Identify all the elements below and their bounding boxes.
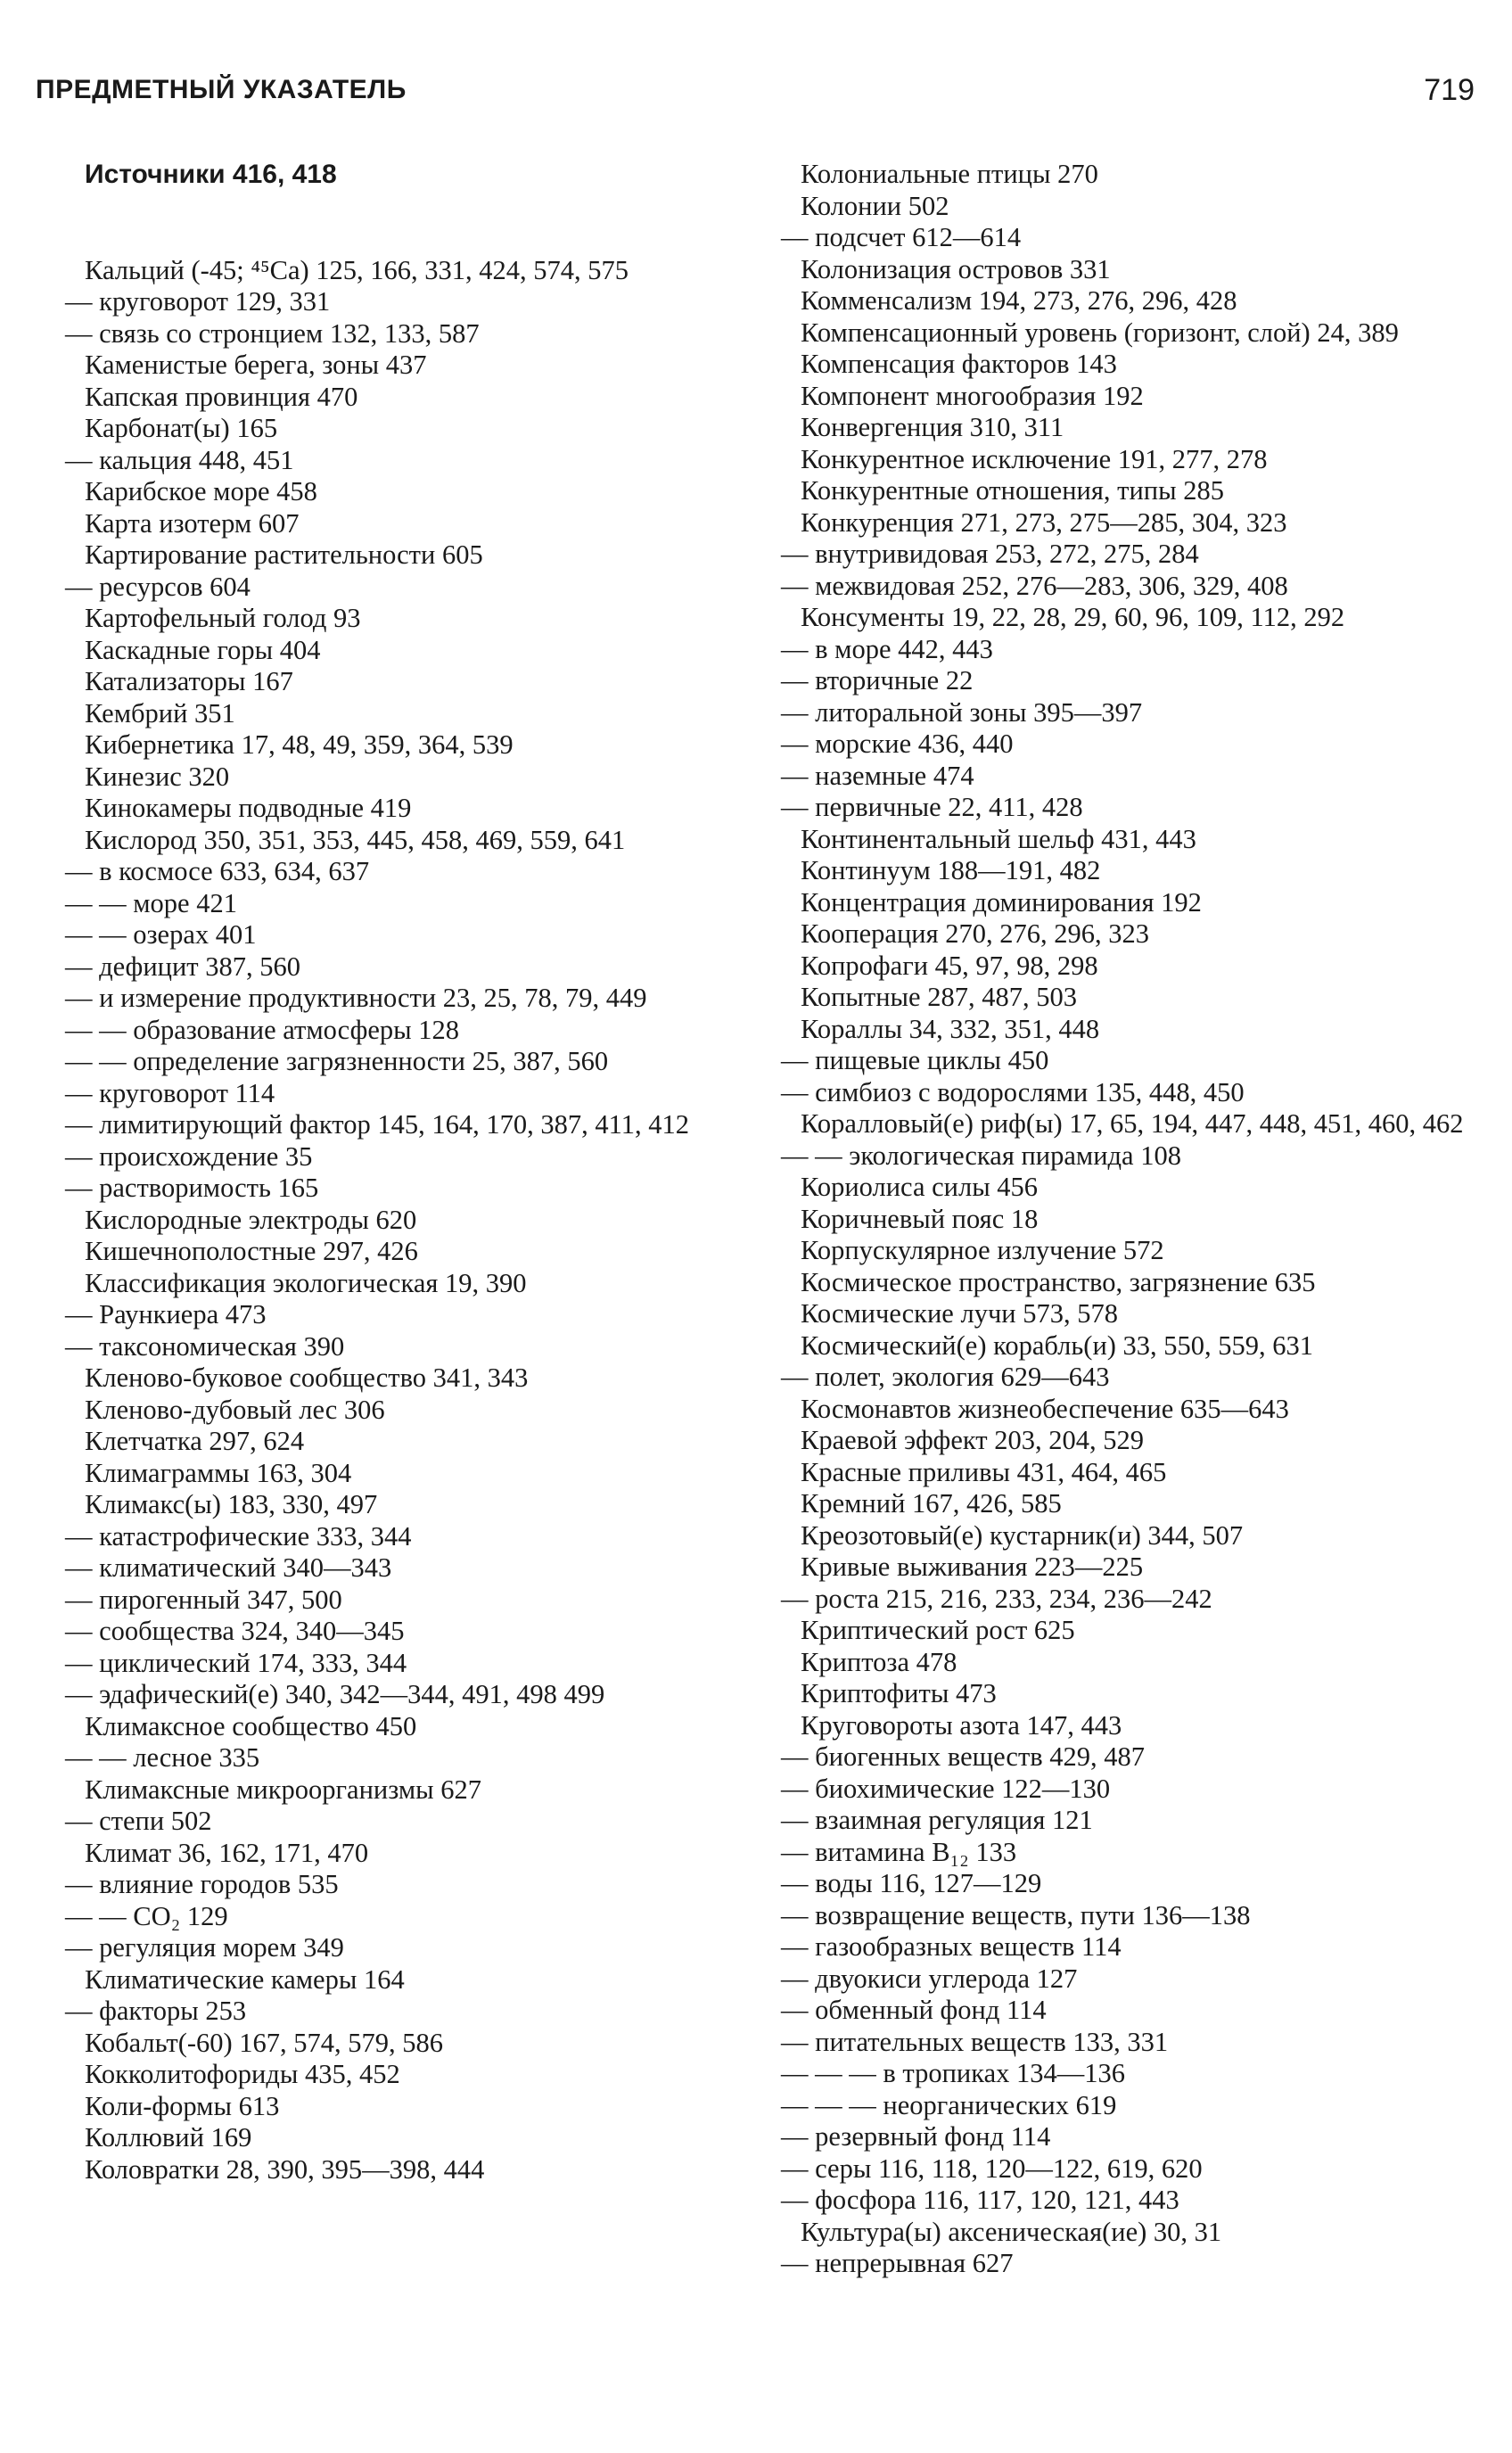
section-title: ПРЕДМЕТНЫЙ УКАЗАТЕЛЬ <box>36 75 407 104</box>
index-subentry: — — море 421 <box>65 887 237 918</box>
index-subentry: — питательных веществ 133, 331 <box>781 2026 1169 2057</box>
index-subentry: — — CO₂ 129 <box>65 1900 228 1931</box>
index-entry: Климаксные микроорганизмы 627 <box>85 1774 482 1805</box>
index-subentry: — двуокиси углерода 127 <box>781 1963 1078 1994</box>
index-subentry: — — озерах 401 <box>65 919 257 950</box>
index-subentry: — в море 442, 443 <box>781 633 993 664</box>
index-gap <box>85 191 762 255</box>
index-subentry: — в космосе 633, 634, 637 <box>65 856 370 886</box>
index-subentry: — вторичные 22 <box>781 665 974 696</box>
index-entry: Корпускулярное излучение 572 <box>801 1235 1164 1265</box>
index-subentry: — — определение загрязненности 25, 387, 560 <box>65 1046 609 1076</box>
index-subentry: — литоральной зоны 395—397 <box>781 696 1143 728</box>
index-subentry: — наземные 474 <box>781 760 974 791</box>
index-entry: Карибское море 458 <box>85 476 317 506</box>
index-subentry: — межвидовая 252, 276—283, 306, 329, 408 <box>781 570 1288 601</box>
index-subentry: — — образование атмосферы 128 <box>65 1014 459 1045</box>
index-subentry: — внутривидовая 253, 272, 275, 284 <box>781 539 1199 569</box>
index-entry: Комменсализм 194, 273, 276, 296, 428 <box>801 285 1237 316</box>
index-entry: Космическое пространство, загрязнение 635 <box>801 1266 1316 1297</box>
index-subentry: — циклический 174, 333, 344 <box>65 1647 407 1678</box>
index-subentry: — факторы 253 <box>65 1996 247 2026</box>
index-entry: Каскадные горы 404 <box>85 634 321 665</box>
index-subentry: — витамина B₁₂ 133 <box>781 1836 1017 1867</box>
index-entry: Кембрий 351 <box>85 697 235 728</box>
index-subentry: — — лесное 335 <box>65 1742 260 1773</box>
index-entry: Климатические камеры 164 <box>85 1963 405 1995</box>
index-entry: Колонизация островов 331 <box>801 253 1111 284</box>
index-entry: Кремний 167, 426, 585 <box>801 1488 1062 1519</box>
index-subentry: — взаимная регуляция 121 <box>781 1805 1093 1835</box>
index-subentry: — — — неорганических 619 <box>781 2089 1117 2120</box>
index-entry: Картирование растительности 605 <box>85 539 483 570</box>
index-entry: Кокколитофориды 435, 452 <box>85 2059 400 2089</box>
index-subentry: — обменный фонд 114 <box>781 1995 1047 2025</box>
index-entry: Конкурентное исключение 191, 277, 278 <box>801 443 1268 474</box>
index-entry: Источники 416, 418 <box>85 160 337 189</box>
index-entry: Конкурентные отношения, типы 285 <box>801 475 1224 506</box>
index-entry: Криптический рост 625 <box>801 1615 1075 1645</box>
index-entry: Консументы 19, 22, 28, 29, 60, 96, 109, 112, 292 <box>801 602 1345 632</box>
index-subentry: — первичные 22, 411, 428 <box>781 792 1083 822</box>
index-entry: Кленово-дубовый лес 306 <box>85 1394 385 1425</box>
index-entry: Климакс(ы) 183, 330, 497 <box>85 1489 378 1519</box>
page-header <box>36 73 1475 127</box>
index-subentry: — — — в тропиках 134—136 <box>781 2058 1126 2088</box>
index-entry: Климат 36, 162, 171, 470 <box>85 1837 369 1868</box>
index-entry: Капская провинция 470 <box>85 381 358 412</box>
index-entry: Круговороты азота 147, 443 <box>801 1709 1122 1741</box>
index-entry: Кораллы 34, 332, 351, 448 <box>801 1013 1100 1044</box>
index-entry: Красные приливы 431, 464, 465 <box>801 1456 1167 1487</box>
index-subentry: — непрерывная 627 <box>781 2248 1014 2278</box>
index-entry: Кооперация 270, 276, 296, 323 <box>801 918 1150 949</box>
index-subentry: — пирогенный 347, 500 <box>65 1584 342 1615</box>
index-subentry: — возвращение веществ, пути 136—138 <box>781 1899 1251 1930</box>
index-subentry: — биогенных веществ 429, 487 <box>781 1741 1146 1772</box>
index-entry: Колониальные птицы 270 <box>801 159 1098 189</box>
index-subentry: — роста 215, 216, 233, 234, 236—242 <box>781 1583 1212 1614</box>
index-subentry: — газообразных веществ 114 <box>781 1931 1122 1962</box>
index-subentry: — резервный фонд 114 <box>781 2121 1051 2152</box>
index-subentry: — круговорот 114 <box>65 1077 275 1108</box>
index-subentry: — симбиоз с водорослями 135, 448, 450 <box>781 1076 1245 1107</box>
index-column-right <box>781 159 1478 2280</box>
index-subentry: — воды 116, 127—129 <box>781 1868 1042 1898</box>
index-entry: Компенсация факторов 143 <box>801 349 1117 379</box>
index-subentry: — климатический 340—343 <box>65 1552 392 1583</box>
index-subentry: — полет, экология 629—643 <box>781 1362 1110 1392</box>
page-number: 719 <box>1424 73 1475 107</box>
index-entry: Копытные 287, 487, 503 <box>801 982 1077 1012</box>
index-subentry: — связь со стронцием 132, 133, 587 <box>65 317 480 349</box>
index-entry: Копрофаги 45, 97, 98, 298 <box>801 950 1098 981</box>
index-entry: Коловратки 28, 390, 395—398, 444 <box>85 2153 485 2185</box>
index-subentry: — влияние городов 535 <box>65 1869 339 1899</box>
index-subentry: — морские 436, 440 <box>781 728 1014 759</box>
index-entry: Конкуренция 271, 273, 275—285, 304, 323 <box>801 506 1287 538</box>
index-subentry: — подсчет 612—614 <box>781 222 1022 252</box>
index-entry: Клетчатка 297, 624 <box>85 1426 305 1456</box>
index-subentry: — катастрофические 333, 344 <box>65 1520 412 1552</box>
index-entry: Кислородные электроды 620 <box>85 1204 417 1235</box>
index-entry: Кобальт(-60) 167, 574, 579, 586 <box>85 2027 444 2058</box>
index-entry: Кинезис 320 <box>85 761 230 792</box>
index-subentry: — серы 116, 118, 120—122, 619, 620 <box>781 2153 1203 2184</box>
index-entry: Культура(ы) аксеническая(ие) 30, 31 <box>801 2216 1222 2247</box>
index-subentry: — фосфора 116, 117, 120, 121, 443 <box>781 2185 1179 2215</box>
index-subentry: — — экологическая пирамида 108 <box>781 1140 1181 1171</box>
index-entry: Континуум 188—191, 482 <box>801 855 1101 885</box>
index-entry: Картофельный голод 93 <box>85 603 361 633</box>
index-entry: Кибернетика 17, 48, 49, 359, 364, 539 <box>85 729 514 760</box>
index-entry: Кишечнополостные 297, 426 <box>85 1236 418 1266</box>
index-entry: Кальций (-45; ⁴⁵Ca) 125, 166, 331, 424, 574, 575 <box>85 254 629 285</box>
index-subentry: — Раункиера 473 <box>65 1299 267 1329</box>
index-entry: Кленово-буковое сообщество 341, 343 <box>85 1362 529 1393</box>
index-entry: Кинокамеры подводные 419 <box>85 793 412 823</box>
index-entry: Креозотовый(е) кустарник(и) 344, 507 <box>801 1519 1244 1551</box>
index-entry: Кривые выживания 223—225 <box>801 1552 1144 1582</box>
index-subentry: — биохимические 122—130 <box>781 1773 1111 1804</box>
index-entry: Коллювий 169 <box>85 2122 252 2153</box>
index-entry: Континентальный шельф 431, 443 <box>801 823 1196 854</box>
index-entry: Концентрация доминирования 192 <box>801 886 1202 918</box>
index-entry: Компонент многообразия 192 <box>801 380 1144 411</box>
index-entry: Коралловый(е) риф(ы) 17, 65, 194, 447, 448, 451, 460, 462 <box>801 1108 1464 1139</box>
index-entry: Краевой эффект 203, 204, 529 <box>801 1425 1144 1455</box>
index-entry: Космические лучи 573, 578 <box>801 1298 1118 1329</box>
index-entry: Карбонат(ы) 165 <box>85 413 278 443</box>
index-entry: Криптофиты 473 <box>801 1678 997 1708</box>
index-entry: Криптоза 478 <box>801 1646 957 1677</box>
index-subentry: — регуляция морем 349 <box>65 1932 344 1963</box>
index-entry: Каменистые берега, зоны 437 <box>85 350 427 380</box>
index-entry: Космонавтов жизнеобеспечение 635—643 <box>801 1393 1289 1424</box>
index-subentry: — таксономическая 390 <box>65 1330 345 1362</box>
index-column-left <box>65 159 762 2185</box>
index-entry: Катализаторы 167 <box>85 666 293 696</box>
index-subentry: — кальция 448, 451 <box>65 444 294 475</box>
index-subentry: — и измерение продуктивности 23, 25, 78, 79, 449 <box>65 983 647 1013</box>
index-entry: Климаксное сообщество 450 <box>85 1710 417 1741</box>
index-subentry: — степи 502 <box>65 1806 212 1836</box>
index-entry: Колонии 502 <box>801 190 949 221</box>
index-entry: Компенсационный уровень (горизонт, слой) 24, 389 <box>801 317 1399 348</box>
index-subentry: — пищевые циклы 450 <box>781 1045 1049 1075</box>
index-entry: Коли-формы 613 <box>85 2090 280 2121</box>
index-subentry: — эдафический(е) 340, 342—344, 491, 498 499 <box>65 1679 605 1709</box>
index-entry: Классификация экологическая 19, 390 <box>85 1267 527 1298</box>
index-subentry: — происхождение 35 <box>65 1140 313 1172</box>
index-subentry: — ресурсов 604 <box>65 571 251 602</box>
index-entry: Кориолиса силы 456 <box>801 1172 1039 1202</box>
index-subentry: — дефицит 387, 560 <box>65 951 300 982</box>
index-subentry: — сообщества 324, 340—345 <box>65 1616 405 1646</box>
index-entry: Климаграммы 163, 304 <box>85 1457 352 1488</box>
index-entry: Карта изотерм 607 <box>85 507 300 539</box>
index-entry: Кислород 350, 351, 353, 445, 458, 469, 559, 641 <box>85 824 626 855</box>
index-subentry: — лимитирующий фактор 145, 164, 170, 387, 411, 412 <box>65 1109 689 1140</box>
index-subentry: — круговорот 129, 331 <box>65 286 331 317</box>
index-entry: Коричневый пояс 18 <box>801 1203 1039 1234</box>
index-entry: Космический(е) корабль(и) 33, 550, 559, 631 <box>801 1329 1314 1361</box>
index-subentry: — растворимость 165 <box>65 1173 319 1203</box>
index-entry: Конвергенция 310, 311 <box>801 412 1064 442</box>
